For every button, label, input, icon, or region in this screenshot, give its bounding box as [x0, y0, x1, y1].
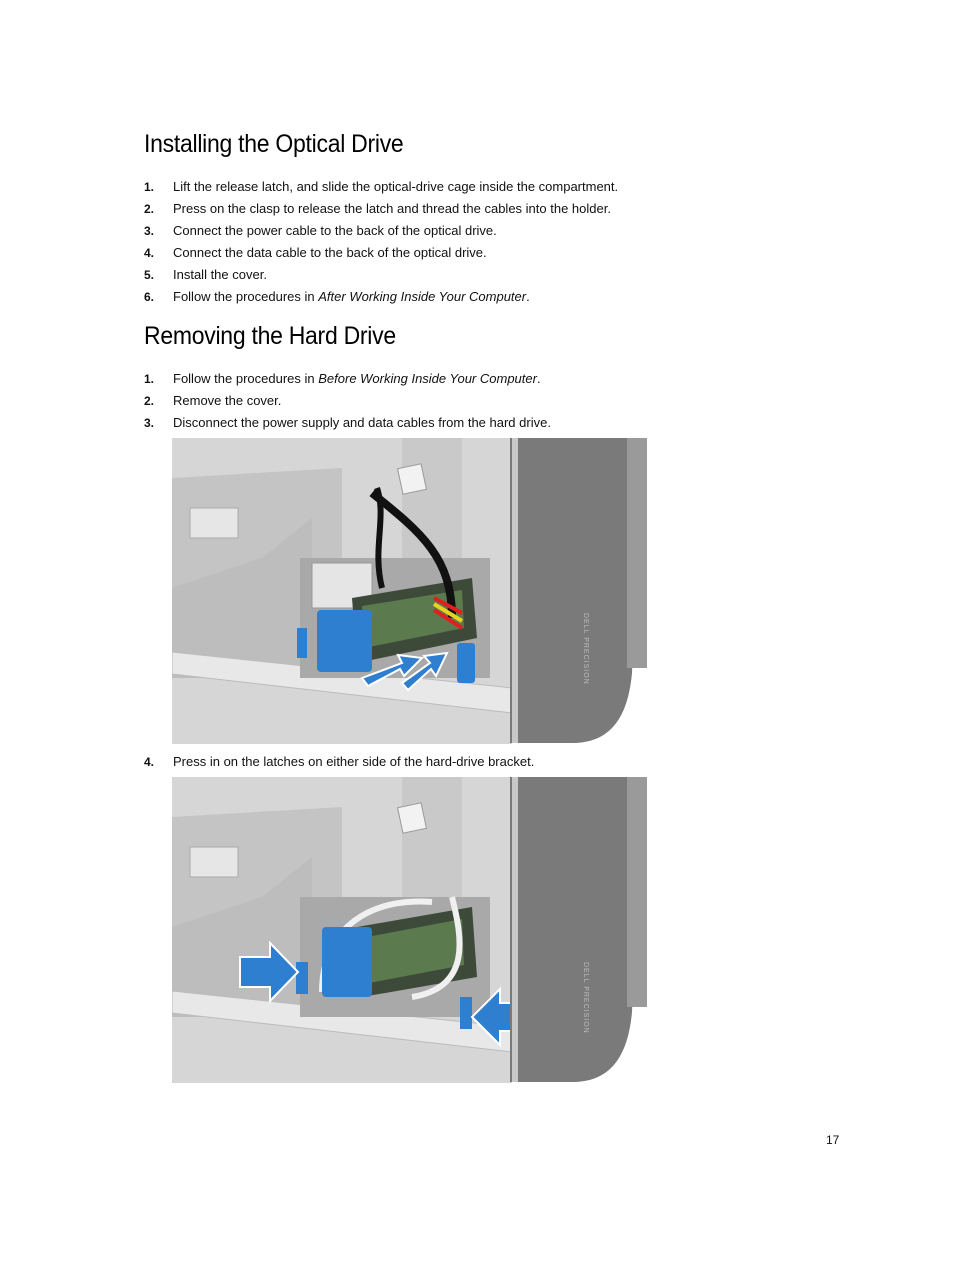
step-number: 5.: [144, 268, 155, 282]
bracket-latch-right: [460, 997, 472, 1029]
step-text: Install the cover.: [173, 267, 267, 282]
step-number: 2.: [144, 202, 155, 216]
step-number: 1.: [144, 372, 155, 386]
step-text: Press in on the latches on either side of the hard-drive bracket.: [173, 754, 535, 769]
step-number: 3.: [144, 224, 155, 238]
step-text-plain: Follow the procedures in: [173, 289, 319, 304]
step-number: 1.: [144, 180, 155, 194]
step-text: Press on the clasp to release the latch and thread the cables into the holder.: [173, 201, 611, 216]
cross-reference-link[interactable]: After Working Inside Your Computer: [318, 289, 527, 304]
step-number: 3.: [144, 416, 155, 430]
brand-text: DELL PRECISION: [582, 613, 589, 685]
step-number: 2.: [144, 394, 155, 408]
figure-disconnect-cables: [172, 438, 650, 749]
step-text: Remove the cover.: [173, 393, 282, 408]
section-title-installing-optical-drive: Installing the Optical Drive: [144, 130, 404, 158]
step-number: 4.: [144, 246, 155, 260]
page-number: 17: [826, 1133, 840, 1147]
bracket-latch-left: [317, 610, 372, 672]
step-text: [173, 286, 530, 308]
step-number: 4.: [144, 755, 155, 769]
step-text: Disconnect the power supply and data cables from the hard drive.: [173, 415, 551, 430]
step-text: Connect the data cable to the back of the optical drive.: [173, 245, 487, 260]
step-text-punct: .: [526, 289, 530, 304]
section-title-removing-hard-drive: Removing the Hard Drive: [144, 322, 396, 350]
step-text-plain: Follow the procedures in: [173, 371, 319, 386]
step-text: [173, 368, 541, 390]
step-number: 6.: [144, 290, 155, 304]
figure-press-latches: [172, 777, 650, 1088]
hard-drive-cables-illustration: [172, 438, 650, 744]
step-text: Connect the power cable to the back of the optical drive.: [173, 223, 497, 238]
cross-reference-link[interactable]: Before Working Inside Your Computer: [318, 371, 537, 386]
hard-drive-latches-illustration: [172, 777, 650, 1083]
step-text-punct: .: [536, 371, 541, 386]
step-text: Lift the release latch, and slide the optical-drive cage inside the compartment.: [173, 179, 619, 194]
brand-text: DELL PRECISION: [582, 962, 589, 1034]
bracket-latch-left: [322, 927, 372, 997]
